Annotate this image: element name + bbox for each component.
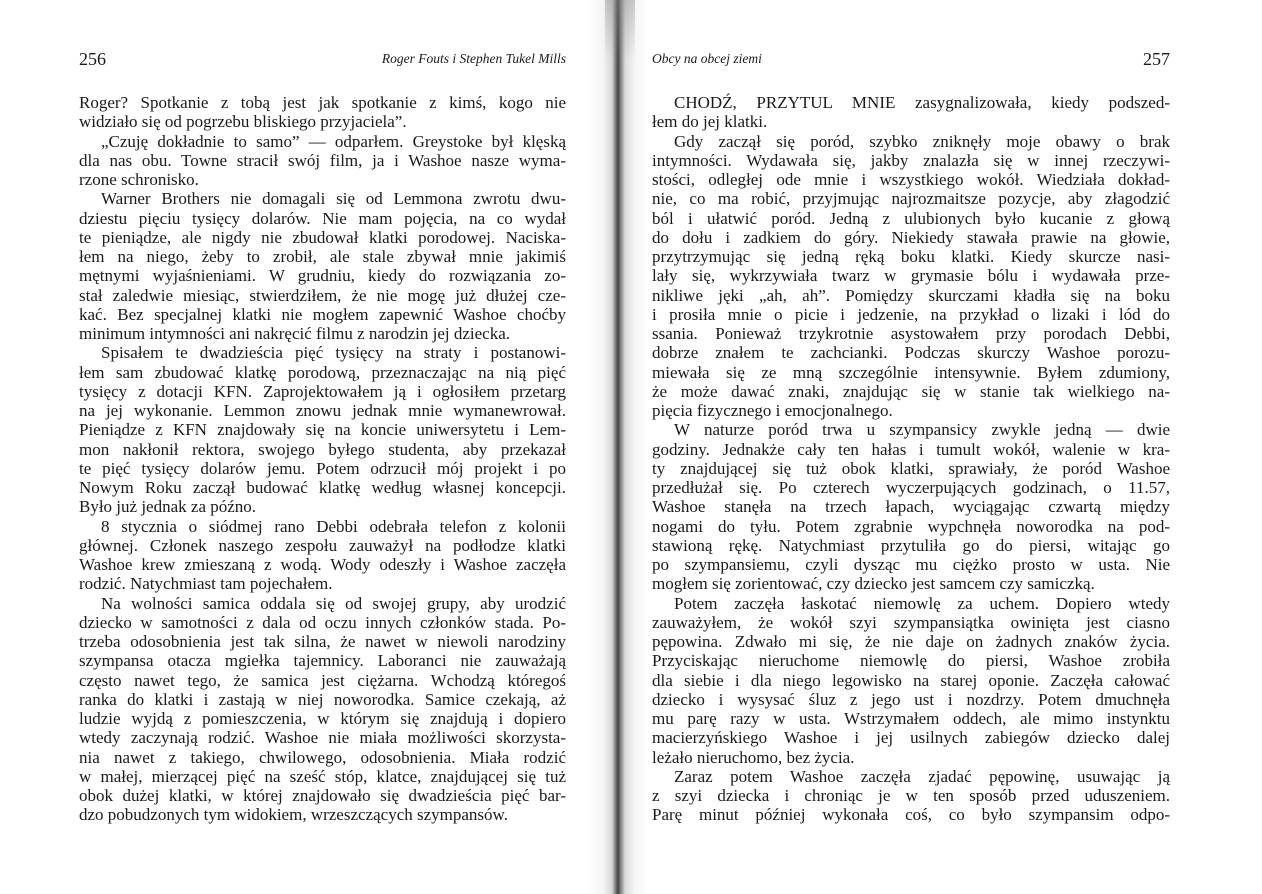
- text-line: mu parę razy w usta. Wstrzymałem oddech, ale mimo instynktu: [652, 709, 1170, 728]
- text-line: często nawet tego, że samica jest ciężarna. Wchodzą któregoś: [79, 670, 566, 690]
- text-line: Zaraz potem Washoe zaczęła zjadać pępowinę, usuwając ją: [674, 766, 1170, 786]
- text-line: widziało się od pogrzebu bliskiego przyjaciela”.: [79, 112, 407, 132]
- text-line: dziecko i wysysać śluz z jego ust i nozdrzy. Potem dmuchnęła: [652, 689, 1170, 709]
- text-line: w małej, mierzącej pięć na sześć stóp, klatce, znajdującej się tuż: [79, 766, 566, 786]
- text-line: 8 stycznia o siódmej rano Debbi odebrała telefon z kolonii: [101, 516, 566, 536]
- paragraph: [652, 93, 1170, 132]
- text-line: tysięcy z dotacji KFN. Zaprojektowałem ją i ogłosiłem przetarg: [79, 381, 566, 401]
- text-line: trzeba odosobnienia jest tak silna, że nawet w niewoli narodziny: [79, 632, 566, 651]
- text-line: ranka do klatki i zastają w niej noworodka. Samice czekają, aż: [79, 689, 566, 709]
- text-line: CHODŹ, PRZYTUL MNIE zasygnalizowała, kiedy podszed-: [674, 93, 1170, 112]
- text-line: pięcia fizycznego i emocjonalnego.: [652, 401, 893, 420]
- text-line: macierzyńskiego Washoe i jej usilnych zabiegów dziecko dalej: [652, 728, 1170, 748]
- text-line: stości, odległej ode mnie i wszystkiego wokół. Wiedziała dokład-: [652, 170, 1170, 189]
- text-line: Na wolności samica oddala się od swojej grupy, aby urodzić: [101, 593, 566, 613]
- text-line: po szympansiemu, czyli dysząc mu ciężko prosto w usta. Nie: [652, 555, 1170, 574]
- text-line: wtedy zaczynają rodzić. Washoe nie miała możliwości skorzysta-: [79, 728, 566, 748]
- text-line: stawioną rękę. Natychmiast przytuliła go do piersi, witając go: [652, 535, 1170, 555]
- text-line: W naturze poród trwa u szympansicy zwykle jedną — dwie: [674, 420, 1170, 440]
- paragraph: [79, 343, 566, 516]
- paragraph: [79, 189, 566, 343]
- text-line: i prosiła mnie o picie i jedzenie, na przykład o lizaki i lód do: [652, 304, 1170, 324]
- text-line: Pieniądze z KFN znajdowały się na koncie uniwersytetu i Lem-: [79, 420, 566, 440]
- text-line: te pieniądze, ale nigdy nie zbudował klatki porodowej. Naciska-: [79, 227, 566, 247]
- text-line: Nowym Roku zaczął budować klatkę według własnej koncepcji.: [79, 478, 566, 497]
- running-head: Obcy na obcej ziemi: [652, 51, 762, 66]
- text-line: minimum intymności ani nakręcić filmu z narodzin jej dziecka.: [79, 324, 511, 343]
- text-line: łem na niego, żeby to zrobił, ale stale zbywał mnie jakimiś: [79, 247, 566, 266]
- text-line: ból i ułatwić poród. Jedną z ulubionych było kucanie z głową: [652, 208, 1170, 228]
- text-line: łem sam zbudować klatkę porodową, przeznaczając na nią pięć: [79, 362, 566, 382]
- text-line: godziny. Jednakże cały ten hałas i tumult wokół, walenie w kra-: [652, 439, 1170, 459]
- text-line: rzone schronisko.: [79, 170, 199, 189]
- text-line: dziestu pięciu tysięcy dolarów. Nie mam pojęcia, na co wydał: [79, 208, 566, 228]
- text-line: dzo pobudzonych tym widokiem, wrzeszczących szympansów.: [79, 805, 508, 825]
- text-line: miewała się ze mną szczególnie intensywnie. Byłem zdumiony,: [652, 362, 1170, 382]
- left-page-body: [79, 93, 566, 825]
- text-line: intymności. Wydawała się, jakby znalazła się w innej rzeczywi-: [652, 150, 1170, 170]
- text-line: ty znajdującej się tuż obok klatki, sprawiały, że poród Washoe: [652, 458, 1170, 478]
- text-line: łem do jej klatki.: [652, 112, 768, 132]
- running-head: Roger Fouts i Stephen Tukel Mills: [381, 51, 566, 66]
- text-line: stał zaledwie miesiąc, stwierdziłem, że nie mogę już dłużej cze-: [79, 285, 566, 305]
- text-line: Warner Brothers nie domagali się od Lemmona zwrotu dwu-: [101, 189, 566, 209]
- text-line: z szyi dziecka i chroniąc je w ten sposób przed uduszeniem.: [652, 786, 1170, 805]
- text-line: pępowina. Zdwało mi się, że nie daje on żadnych znaków życia.: [652, 632, 1170, 651]
- text-line: do dołu i zadkiem do góry. Niekiedy stawała prawie na głowie,: [652, 227, 1170, 247]
- paragraph: [652, 420, 1170, 593]
- text-line: dobrze znałem te zachcianki. Podczas skurczy Washoe porozu-: [652, 343, 1170, 363]
- paragraph: [652, 594, 1170, 767]
- text-line: te pięć tysięcy dolarów jemu. Potem odrzucił mój projekt i po: [79, 458, 566, 478]
- right-page-header: [652, 49, 1170, 69]
- paragraph: [79, 93, 566, 132]
- text-line: zauważyłem, że wokół szyi szympansiątka owinięta jest ciasno: [652, 612, 1170, 632]
- paragraph: [79, 517, 566, 594]
- text-line: mętnymi wyjaśnieniami. W grudniu, kiedy do rozwiązania zo-: [79, 266, 566, 286]
- text-line: Potem zaczęła łaskotać niemowlę za uchem. Dopiero wtedy: [674, 593, 1170, 613]
- text-line: głównej. Członek naszego zespołu zauważył na podłodze klatki: [79, 535, 566, 555]
- text-line: „Czuję dokładnie to samo” — odparłem. Greystoke był klęską: [101, 131, 566, 151]
- text-line: Roger? Spotkanie z tobą jest jak spotkanie z kimś, kogo nie: [79, 93, 566, 112]
- page-number: 257: [1143, 49, 1170, 69]
- right-page-body: [652, 93, 1170, 825]
- text-line: ssania. Ponieważ trzykrotnie asystowałem przy porodach Debbi,: [652, 324, 1170, 343]
- text-line: nikliwe jęki „ah, ah”. Pomiędzy skurczami kładła się na boku: [652, 285, 1170, 305]
- text-line: przytrzymując się jedną ręką boku klatki. Kiedy skurcze nasi-: [652, 247, 1170, 266]
- text-line: dziecko w samotności z dala od oczu innych członków stada. Po-: [79, 612, 566, 632]
- text-line: szympansa otacza mgiełka tajemnicy. Laboranci nie zauważają: [79, 651, 566, 671]
- text-line: Było już jednak za późno.: [79, 497, 257, 517]
- text-line: przedłużał się. Po czterech wyczerpujących godzinach, o 11.57,: [652, 478, 1170, 497]
- text-line: mon nakłonił rektora, swojego byłego studenta, aby przekazał: [79, 439, 566, 459]
- text-line: na jej wykonanie. Lemmon znowu jednak mnie wymanewrował.: [79, 401, 566, 420]
- page-number: 256: [79, 49, 106, 69]
- text-line: Washoe stanęła na trzech łapach, wyciągając czwartą między: [652, 497, 1170, 517]
- text-line: dla siebie i dla niego legowisko na starej oponie. Zaczęła całować: [652, 670, 1170, 690]
- paragraph: [79, 594, 566, 825]
- text-line: ludzie wyjdą z pomieszczenia, w którym się znajdują i dopiero: [79, 709, 566, 728]
- text-line: kać. Bez specjalnej klatki nie mogłem zapewnić Washoe choćby: [79, 304, 566, 324]
- text-line: obok dużej klatki, w której znajdowało się dwadzieścia pięć bar-: [79, 786, 566, 805]
- text-line: mogłem się zorientować, czy dziecko jest samcem czy samiczką.: [652, 574, 1095, 594]
- gutter-scan-artifact: [605, 0, 635, 60]
- text-line: nie, co ma robić, przyjmując najrozmaitsze pozycje, aby złagodzić: [652, 189, 1170, 209]
- text-line: dla nas obu. Towne stracił swój film, ja i Washoe nasze wyma-: [79, 150, 566, 170]
- text-line: rodzić. Natychmiast tam pojechałem.: [79, 574, 333, 594]
- book-gutter-shadow: [588, 0, 648, 894]
- text-line: Spisałem te dwadzieścia pięć tysięcy na straty i postanowi-: [101, 343, 566, 363]
- paragraph: [652, 132, 1170, 421]
- left-page-header: [79, 49, 566, 69]
- text-line: leżało nieruchomo, bez życia.: [652, 747, 855, 767]
- text-line: Parę minut później wykonała coś, co było szympansim odpo-: [652, 805, 1170, 825]
- text-line: nogami do tyłu. Potem zgrabnie wypchnęła noworodka na pod-: [652, 516, 1170, 536]
- text-line: Washoe krew zmieszaną z wodą. Wody odeszły i Washoe zaczęła: [79, 555, 566, 574]
- text-line: Gdy zaczął się poród, szybko zniknęły moje obawy o brak: [674, 131, 1170, 151]
- paragraph: [652, 767, 1170, 825]
- paragraph: [79, 132, 566, 190]
- text-line: że może dawać znaki, znajdując się w stanie tak wielkiego na-: [652, 381, 1170, 401]
- text-line: Przyciskając nieruchome niemowlę do piersi, Washoe zrobiła: [652, 651, 1170, 671]
- text-line: lały się, wykrzywiała twarz w grymasie bólu i wydawała prze-: [652, 266, 1170, 286]
- text-line: nia nawet z takiego, chwilowego, odosobnienia. Miała rodzić: [79, 747, 566, 767]
